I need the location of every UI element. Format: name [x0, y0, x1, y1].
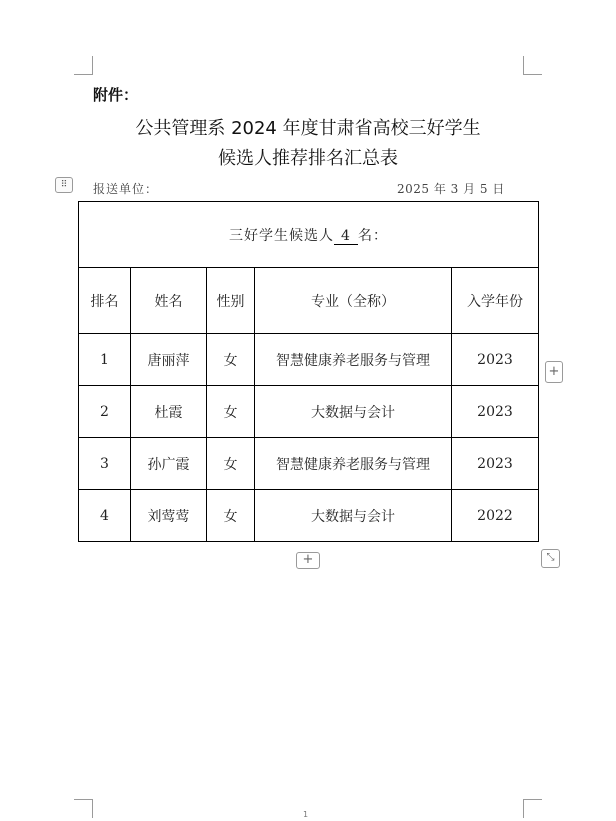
header-rank[interactable]: 排名 — [79, 268, 131, 334]
crop-mark-top-left — [74, 56, 93, 75]
cell-major[interactable]: 智慧健康养老服务与管理 — [255, 438, 452, 490]
crop-mark-bottom-right — [523, 799, 542, 818]
summary-cell[interactable] — [79, 202, 539, 268]
header-major[interactable]: 专业（全称） — [255, 268, 452, 334]
summary-row — [79, 202, 539, 268]
cell-gender[interactable]: 女 — [207, 490, 255, 542]
cell-gender[interactable]: 女 — [207, 386, 255, 438]
cell-name[interactable]: 唐丽萍 — [131, 334, 207, 386]
crop-mark-top-right — [523, 56, 542, 75]
cell-rank[interactable]: 2 — [79, 386, 131, 438]
summary-suffix: 名： — [358, 227, 388, 244]
cell-enroll-year[interactable]: 2023 — [452, 386, 539, 438]
report-date: 2025 年 3 月 5 日 — [397, 182, 505, 196]
table-row — [79, 438, 539, 490]
attachment-label: 附件： — [93, 86, 139, 104]
header-enroll-year[interactable]: 入学年份 — [452, 268, 539, 334]
cell-enroll-year[interactable]: 2023 — [452, 334, 539, 386]
nominee-table — [78, 201, 539, 542]
cell-major[interactable]: 智慧健康养老服务与管理 — [255, 334, 452, 386]
table-row — [79, 334, 539, 386]
submit-unit-label: 报送单位： — [93, 182, 159, 196]
cell-name[interactable]: 刘莺莺 — [131, 490, 207, 542]
cell-rank[interactable]: 4 — [79, 490, 131, 542]
cell-major[interactable]: 大数据与会计 — [255, 386, 452, 438]
document-title-line-2: 候选人推荐排名汇总表 — [218, 148, 398, 169]
cell-enroll-year[interactable]: 2022 — [452, 490, 539, 542]
table-resize-icon[interactable]: ⤡ — [541, 549, 560, 568]
cell-rank[interactable]: 3 — [79, 438, 131, 490]
cell-gender[interactable]: 女 — [207, 334, 255, 386]
summary-prefix: 三好学生候选人 — [229, 227, 334, 244]
page-number: 1 — [303, 810, 309, 819]
table-move-handle-icon[interactable]: ⠿ — [55, 177, 73, 193]
header-gender[interactable]: 性别 — [207, 268, 255, 334]
cell-rank[interactable]: 1 — [79, 334, 131, 386]
header-row — [79, 268, 539, 334]
cell-major[interactable]: 大数据与会计 — [255, 490, 452, 542]
document-title-line-1: 公共管理系 2024 年度甘肃省高校三好学生 — [135, 118, 481, 139]
add-row-button[interactable]: + — [296, 552, 320, 569]
cell-enroll-year[interactable]: 2023 — [452, 438, 539, 490]
cell-gender[interactable]: 女 — [207, 438, 255, 490]
cell-name[interactable]: 杜霞 — [131, 386, 207, 438]
table-row — [79, 490, 539, 542]
cell-name[interactable]: 孙广霞 — [131, 438, 207, 490]
candidate-count: 4 — [334, 228, 358, 245]
crop-mark-bottom-left — [74, 799, 93, 818]
add-column-button[interactable]: + — [545, 361, 563, 383]
table-row — [79, 386, 539, 438]
header-name[interactable]: 姓名 — [131, 268, 207, 334]
